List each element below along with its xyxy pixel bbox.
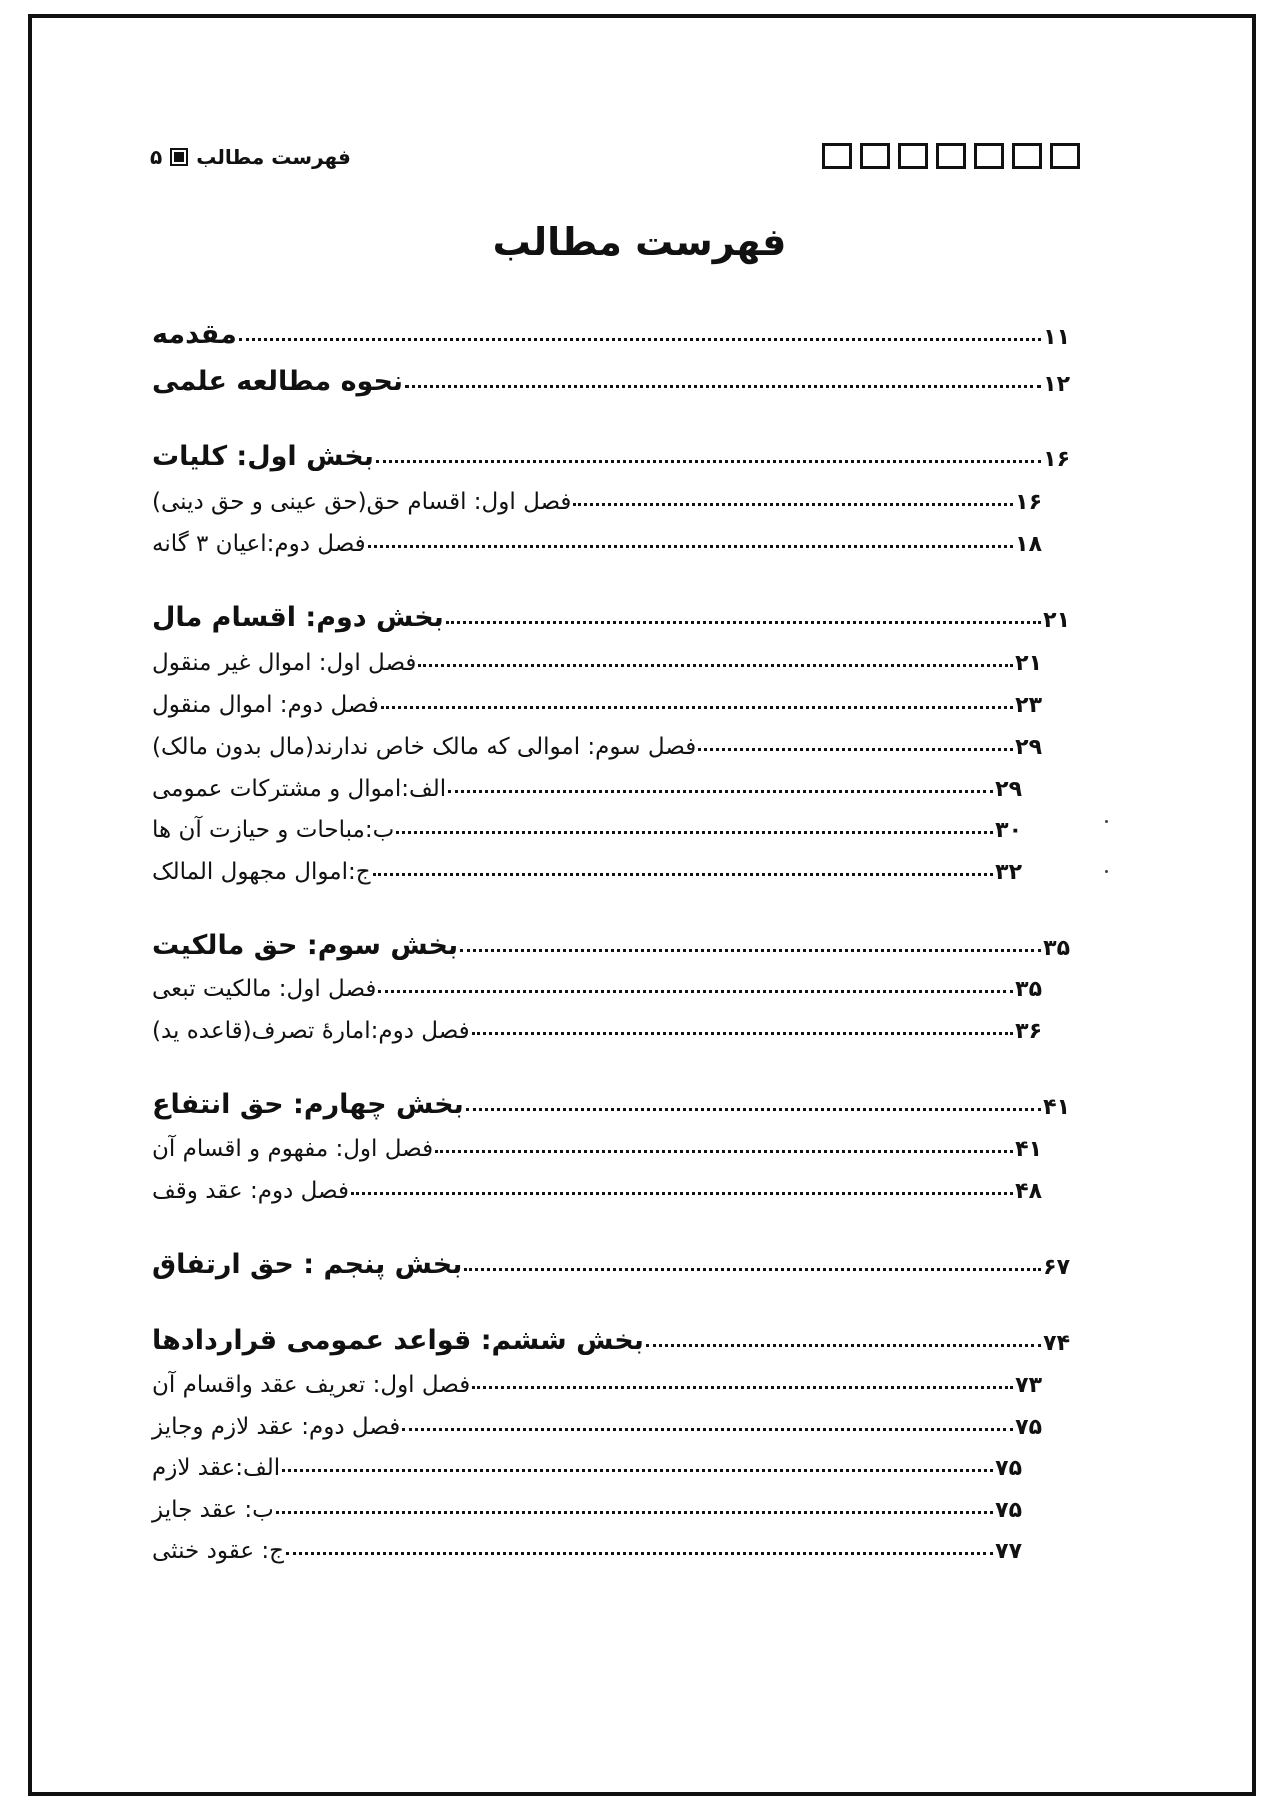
toc-entry-label: ب: عقد جایز bbox=[152, 1497, 274, 1523]
toc-entry-page: ۱۶ bbox=[1043, 447, 1070, 472]
toc-entry-page: ۱۸ bbox=[1015, 532, 1042, 557]
toc-entry bbox=[150, 720, 1042, 760]
toc-leader-dots bbox=[402, 1428, 1013, 1431]
toc-entry-page: ۱۶ bbox=[1015, 490, 1042, 515]
toc-entry bbox=[150, 962, 1042, 1002]
toc-entry-label: ج:اموال مجهول المالک bbox=[152, 859, 371, 885]
toc-entry-label: فصل دوم: عقد لازم وجایز bbox=[152, 1414, 401, 1440]
toc-entry-page: ۴۸ bbox=[1015, 1179, 1042, 1204]
toc-entry bbox=[150, 762, 1022, 802]
toc-entry-label: فصل اول: تعریف عقد واقسام آن bbox=[152, 1372, 471, 1398]
toc-entry-page: ۴۱ bbox=[1015, 1137, 1042, 1162]
toc-leader-dots bbox=[376, 460, 1041, 463]
toc-entry bbox=[150, 357, 1070, 397]
square-box-icon bbox=[822, 143, 852, 169]
toc-entry-label: بخش ششم: قواعد عمومی قراردادها bbox=[152, 1325, 644, 1356]
toc-leader-dots bbox=[466, 1108, 1041, 1111]
toc-entry bbox=[150, 1441, 1022, 1481]
toc-entry-label: فصل اول: اقسام حق(حق عینی و حق دینی) bbox=[152, 489, 572, 515]
toc-entry-label: ب:مباحات و حیازت آن ها bbox=[152, 817, 395, 843]
toc-entry bbox=[150, 432, 1070, 472]
toc-entry-page: ۳۵ bbox=[1015, 977, 1042, 1002]
toc-entry bbox=[150, 1164, 1042, 1204]
toc-leader-dots bbox=[378, 990, 1013, 993]
toc-entry-page: ۱۲ bbox=[1043, 372, 1070, 397]
square-box-icon bbox=[1012, 143, 1042, 169]
toc-leader-dots bbox=[472, 1032, 1013, 1035]
toc-entry-label: بخش سوم: حق مالکیت bbox=[152, 930, 459, 961]
toc-entry-page: ۶۷ bbox=[1043, 1255, 1070, 1280]
toc-entry-page: ۷۳ bbox=[1015, 1373, 1042, 1398]
toc-leader-dots bbox=[646, 1344, 1041, 1347]
toc-entry-label: فصل اول: مفهوم و اقسام آن bbox=[152, 1136, 434, 1162]
toc-entry bbox=[150, 1316, 1070, 1356]
toc-entry-page: ۲۱ bbox=[1043, 608, 1070, 633]
toc-leader-dots bbox=[435, 1150, 1013, 1153]
toc-entry-label: فصل دوم: عقد وقف bbox=[152, 1178, 349, 1204]
toc-entry-page: ۲۱ bbox=[1015, 651, 1042, 676]
decorative-box-row bbox=[822, 143, 1080, 169]
page-number: ۵ bbox=[150, 145, 163, 169]
toc-entry-page: ۳۲ bbox=[995, 860, 1022, 885]
square-box-icon bbox=[1050, 143, 1080, 169]
square-box-icon bbox=[974, 143, 1004, 169]
page-header bbox=[150, 143, 1080, 183]
toc-entry-label: الف:اموال و مشترکات عمومی bbox=[152, 776, 447, 802]
running-head bbox=[150, 145, 351, 169]
toc-entry-page: ۳۰ bbox=[995, 818, 1022, 843]
scan-speck bbox=[1105, 870, 1108, 873]
toc-entry-label: فصل سوم: اموالی که مالک خاص ندارند(مال بدون مالک) bbox=[152, 734, 697, 760]
toc-entry-page: ۷۵ bbox=[1015, 1415, 1042, 1440]
toc-entry-label: فصل اول: اموال غیر منقول bbox=[152, 650, 417, 676]
toc-leader-dots bbox=[446, 621, 1041, 624]
toc-entry-page: ۲۹ bbox=[995, 777, 1022, 802]
toc-entry bbox=[150, 636, 1042, 676]
toc-entry-page: ۲۳ bbox=[1015, 693, 1042, 718]
toc-entry bbox=[150, 1483, 1022, 1523]
toc-entry-label: بخش دوم: اقسام مال bbox=[152, 602, 444, 633]
toc-entry bbox=[150, 310, 1070, 350]
toc-leader-dots bbox=[698, 748, 1013, 751]
toc-entry-page: ۴۱ bbox=[1043, 1095, 1070, 1120]
running-title: فهرست مطالب bbox=[196, 145, 351, 169]
toc-leader-dots bbox=[351, 1192, 1013, 1195]
toc-entry-label: نحوه مطالعه علمی bbox=[152, 366, 404, 397]
toc-leader-dots bbox=[448, 790, 993, 793]
toc-entry-page: ۲۹ bbox=[1015, 735, 1042, 760]
toc-entry bbox=[150, 1122, 1042, 1162]
toc-entry-label: بخش اول: کلیات bbox=[152, 441, 374, 472]
toc-leader-dots bbox=[464, 1268, 1041, 1271]
toc-leader-dots bbox=[286, 1552, 993, 1555]
toc-entry bbox=[150, 475, 1042, 515]
toc-entry bbox=[150, 845, 1022, 885]
square-marker-icon bbox=[170, 148, 188, 166]
toc-entry bbox=[150, 921, 1070, 961]
toc-leader-dots bbox=[368, 545, 1013, 548]
toc-leader-dots bbox=[373, 873, 994, 876]
toc-entry-page: ۷۴ bbox=[1043, 1331, 1070, 1356]
toc-leader-dots bbox=[276, 1511, 993, 1514]
toc-entry-label: فصل دوم:اعیان ۳ گانه bbox=[152, 531, 366, 557]
toc-leader-dots bbox=[396, 831, 993, 834]
square-box-icon bbox=[936, 143, 966, 169]
toc-entry bbox=[150, 1004, 1042, 1044]
toc-entry-page: ۳۶ bbox=[1015, 1019, 1042, 1044]
scan-speck bbox=[1105, 820, 1108, 823]
toc-leader-dots bbox=[460, 949, 1041, 952]
toc-leader-dots bbox=[472, 1386, 1013, 1389]
toc-entry-label: مقدمه bbox=[152, 319, 237, 350]
toc-leader-dots bbox=[381, 706, 1013, 709]
toc-entry bbox=[150, 1358, 1042, 1398]
toc-leader-dots bbox=[405, 385, 1041, 388]
toc-entry-page: ۳۵ bbox=[1043, 936, 1070, 961]
toc-entry bbox=[150, 1524, 1022, 1564]
toc-entry-label: بخش چهارم: حق انتفاع bbox=[152, 1089, 464, 1120]
toc-entry-label: ج: عقود خنثی bbox=[152, 1538, 284, 1564]
toc-entry bbox=[150, 517, 1042, 557]
toc-entry-label: فصل دوم: اموال منقول bbox=[152, 692, 379, 718]
toc-entry bbox=[150, 1400, 1042, 1440]
toc-leader-dots bbox=[282, 1469, 993, 1472]
toc-entry-label: الف:عقد لازم bbox=[152, 1455, 281, 1481]
toc-entry-label: فصل دوم:امارهٔ تصرف(قاعده ید) bbox=[152, 1018, 470, 1044]
toc-entry bbox=[150, 803, 1022, 843]
square-box-icon bbox=[898, 143, 928, 169]
toc-entry bbox=[150, 1080, 1070, 1120]
toc-entry-page: ۷۵ bbox=[995, 1456, 1022, 1481]
toc-leader-dots bbox=[418, 664, 1013, 667]
toc-leader-dots bbox=[573, 503, 1013, 506]
toc-entry bbox=[150, 1240, 1070, 1280]
toc-leader-dots bbox=[239, 338, 1041, 341]
toc-entry-label: بخش پنجم : حق ارتفاق bbox=[152, 1249, 463, 1280]
toc-entry-page: ۷۷ bbox=[995, 1539, 1022, 1564]
square-box-icon bbox=[860, 143, 890, 169]
toc-entry-label: فصل اول: مالکیت تبعی bbox=[152, 976, 377, 1002]
page-title: فهرست مطالب bbox=[492, 220, 787, 264]
toc-entry bbox=[150, 678, 1042, 718]
toc-entry-page: ۷۵ bbox=[995, 1498, 1022, 1523]
toc-entry bbox=[150, 593, 1070, 633]
toc-entry-page: ۱۱ bbox=[1043, 325, 1070, 350]
